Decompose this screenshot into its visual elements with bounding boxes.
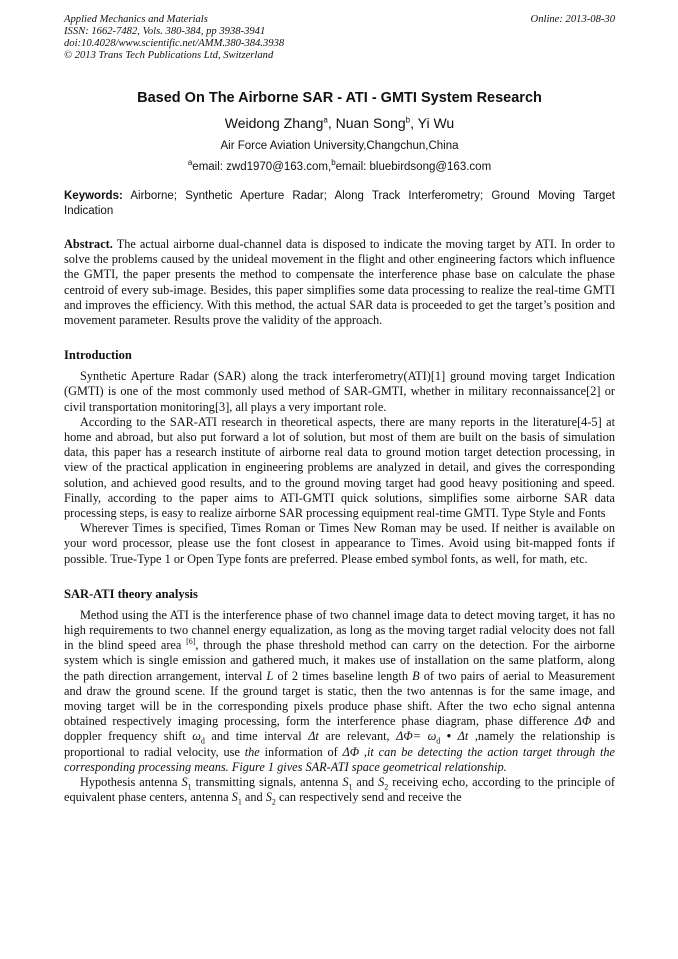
subscript-1: 1	[348, 782, 353, 792]
formula-dot: •	[440, 729, 458, 744]
author-1-sup: a	[323, 115, 328, 125]
author-2: Nuan Song	[335, 115, 406, 131]
author-2-sup: b	[405, 115, 411, 125]
symbol-B: B	[412, 668, 420, 683]
intro-paragraph-3: Wherever Times is specified, Times Roman or Times New Roman may be used. If neither is available on your word processor, please use the font closest in appearance to Times. Avoid using bit-mapped fonts if possible. True-Type 1 or Open Type fonts are preferred. Please embed symbol fonts, as well, for math, etc.	[64, 521, 615, 566]
symbol-delta-phi: ΔΦ	[574, 714, 592, 729]
journal-issn: ISSN: 1662-7482, Vols. 380-384, pp 3938-3941	[64, 26, 266, 37]
journal-doi: doi:10.4028/www.scientific.net/AMM.380-384.3938	[64, 38, 285, 49]
text-run: , through the phase threshold method can carry on the detection. For the airborne system which is single emission and gathered much, it makes use of installation on the same platform, along the path direction arrangement, interval	[64, 638, 615, 683]
journal-copyright: © 2013 Trans Tech Publications Ltd, Switzerland	[64, 50, 274, 61]
text-run: receiving echo, according to the principle of equivalent phase centers, antenna	[64, 775, 615, 805]
symbol-omega: ω	[192, 729, 201, 744]
symbol-S1: S	[231, 790, 238, 805]
author-list: Weidong Zhang$^a$, Nuan Song$^b$, Yi Wu	[224, 115, 455, 131]
section-heading-theory: SAR-ATI theory analysis	[64, 586, 198, 601]
symbol-delta-t: Δt	[308, 729, 319, 744]
formula-lhs: ΔΦ= ω	[396, 729, 437, 744]
email-a-sup: a	[187, 158, 193, 168]
symbol-S2: S	[265, 790, 272, 805]
text-run: Method using the ATI is the interference phase of two channel image data to detect moving target, it has no high requirements to two channel energy equalization, as long as the moving target radial velocity does not fall in the blind speed area	[64, 607, 615, 653]
symbol-omega-sub: d	[200, 736, 205, 746]
text-run: of two pairs of aerial to Measurement and draw the ground scene. If the ground target is static, then the two antennas is for the same image, and moving target will be in the corresponding pixels produce phase shift. After the two echo signal antenna obtained respectively imaging processing, form the interference phase diagram, phase difference	[64, 668, 615, 729]
text-run: and	[241, 790, 266, 805]
symbol-delta-phi-2: ΔΦ	[342, 744, 360, 759]
text-run: and time interval	[204, 729, 309, 744]
author-1: Weidong Zhang	[224, 115, 324, 131]
text-run: are relevant,	[318, 729, 397, 744]
introduction-section	[64, 369, 615, 567]
text-run: of 2 times baseline length	[273, 668, 413, 683]
abstract	[64, 237, 615, 328]
intro-paragraph-2: According to the SAR-ATI research in theoretical aspects, there are many reports in the literature[4-5] at home and abroad, but also put forward a lot of solution, but most of them are built on the basis of simulation data, this paper has a research institute of airborne real data to ground motion target detection processing, in view of the practical application in engineering problems are analyzed in detail, and gives the corresponding solution, and achieved good results, and to the ground moving target had good heavy positioning and speed. Finally, according to the paper aims to ATI-GMTI quick solutions, simplifies some airborne SAR data processing steps, is easy to realize airborne SAR processing equipment real-time GMTI. Type Style and Fonts	[64, 414, 615, 521]
symbol-S1: S	[342, 775, 349, 790]
text-run: ,namely the relationship is proportional to radial velocity, use	[64, 729, 615, 759]
citation-6: [6]	[186, 637, 196, 647]
email-b: email: bluebirdsong@163.com	[335, 161, 492, 173]
text-run: transmitting signals, antenna	[191, 775, 343, 790]
formula-sub: d	[436, 736, 441, 746]
abstract-text: The actual airborne dual-channel data is disposed to indicate the moving target by ATI. In order to solve the problems caused by the unideal movement in the flight and other engineering factors which influence the GMTI, the paper presents the method to compensate the interference phase base on calculate the phase centroid of every sub-image. Besides, this paper simplifies some data processing to realize the real-time GMTI and improves the efficiency. With this method, the actual SAR data is proceeded to get the target’s position and movement parameter. Results prove the validity of the approach.	[64, 237, 615, 328]
formula-rhs: Δt	[457, 729, 469, 744]
email-b-sup: b	[331, 158, 336, 168]
text-run: and doppler frequency shift	[64, 714, 615, 744]
paper-page	[64, 14, 615, 806]
author-emails	[64, 158, 615, 173]
text-run: ,it can be detecting the action target through the corresponding processing means. Figure 1 gives SAR-ATI space geometrical relationship.	[64, 744, 615, 774]
author-3: Yi Wu	[417, 115, 455, 131]
keywords	[64, 189, 615, 219]
symbol-L: L	[266, 668, 274, 683]
subscript-2: 2	[271, 797, 276, 807]
word-the: the	[244, 744, 260, 759]
journal-name: Applied Mechanics and Materials	[64, 14, 208, 25]
symbol-S1: S	[181, 775, 188, 790]
intro-paragraph-1: Synthetic Aperture Radar (SAR) along the track interferometry(ATI)[1] ground moving target Indication (GMTI) is one of the most commonly used method of SAR-GMTI, whether in military reconnaissance[2] or civil transportation monitoring[3], all plays a very important role.	[64, 369, 615, 414]
keywords-text: Airborne; Synthetic Aperture Radar; Along Track Interferometry; Ground Moving Target Indication	[64, 190, 615, 217]
theory-paragraph-1	[64, 608, 615, 775]
journal-header	[64, 14, 615, 62]
text-run: Hypothesis antenna	[80, 775, 182, 790]
online-date: Online: 2013-08-30	[530, 14, 615, 25]
text-run: can respectively send and receive the	[275, 790, 462, 805]
theory-section	[64, 608, 615, 806]
affiliation: Air Force Aviation University,Changchun,China	[220, 140, 459, 152]
email-a: email: zwd1970@163.com,	[192, 161, 332, 173]
subscript-1: 1	[237, 797, 242, 807]
section-heading-introduction: Introduction	[64, 348, 132, 363]
paper-title: Based On The Airborne SAR - ATI - GMTI System Research	[137, 90, 542, 106]
subscript-1: 1	[187, 782, 192, 792]
keywords-label: Keywords:	[64, 190, 123, 202]
text-run: information of	[259, 744, 343, 759]
abstract-label: Abstract.	[64, 237, 113, 251]
text-run: and	[352, 775, 379, 790]
theory-paragraph-2	[64, 775, 615, 805]
symbol-S2: S	[378, 775, 385, 790]
subscript-2: 2	[384, 782, 389, 792]
